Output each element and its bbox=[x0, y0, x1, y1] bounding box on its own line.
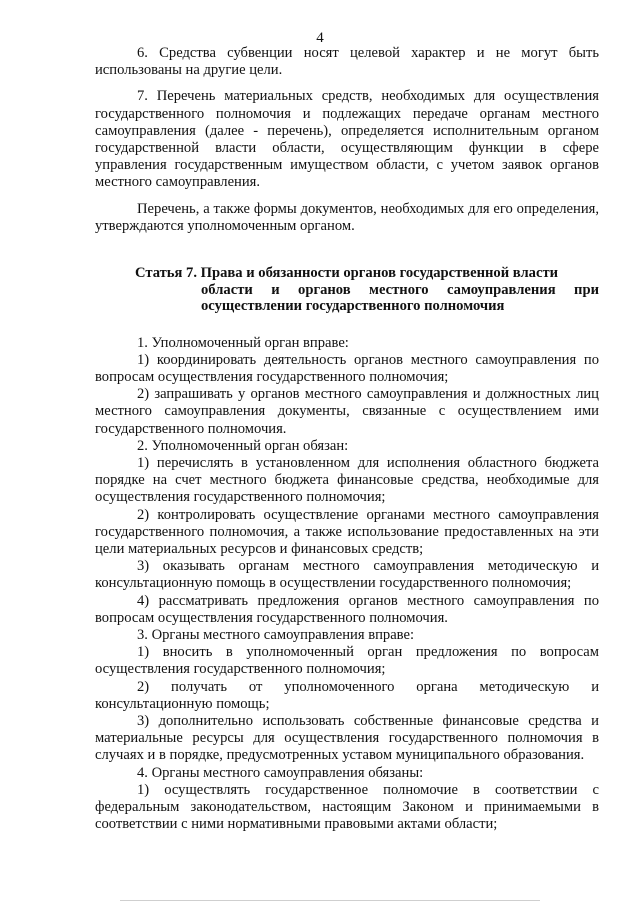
spacer bbox=[95, 315, 599, 335]
clause-2-item-1: 1) перечислять в установленном для исполнения областного бюджета порядке на счет местного бюджета финансовые средства, необходимые для осуществления государственного полномочия; bbox=[95, 454, 599, 506]
paragraph-list-approval: Перечень, а также формы документов, необходимых для его определения, утверждаются уполномоченным органом. bbox=[95, 200, 599, 234]
article-heading-line-1: Статья 7. Права и обязанности органов государственной власти bbox=[135, 265, 559, 282]
clause-3-item-3: 3) дополнительно использовать собственные финансовые средства и материальные ресурсы для осуществления государственного полномочия в случаях и в порядке, предусмотренных уставом муниципального образования. bbox=[95, 713, 599, 764]
paragraph-6: 6. Средства субвенции носят целевой характер и не могут быть использованы на другие цели. bbox=[95, 45, 599, 79]
clause-1: 1. Уполномоченный орган вправе: bbox=[137, 334, 349, 351]
article-heading-line-2: области и органов местного самоуправления при bbox=[201, 281, 599, 298]
clause-3-item-2: 2) получать от уполномоченного органа методическую и консультационную помощь; bbox=[95, 678, 599, 712]
page-number: 4 bbox=[316, 30, 324, 46]
spacer bbox=[95, 235, 599, 265]
clause-1-item-2: 2) запрашивать у органов местного самоуправления и должностных лиц местного самоуправления документы, связанные с осуществлением ими государственного полномочия. bbox=[95, 386, 599, 437]
clause-3-item-1: 1) вносить в уполномоченный орган предложения по вопросам осуществления государственного полномочия; bbox=[95, 644, 599, 678]
clause-4: 4. Органы местного самоуправления обязаны: bbox=[137, 764, 424, 781]
clause-2-item-3: 3) оказывать органам местного самоуправления методическую и консультационную помощь в осуществлении государственного полномочия; bbox=[95, 558, 599, 592]
clause-3: 3. Органы местного самоуправления вправе: bbox=[137, 626, 415, 643]
scan-edge-line bbox=[120, 900, 540, 901]
document-body bbox=[95, 45, 599, 833]
clause-2-item-4: 4) рассматривать предложения органов местного самоуправления по вопросам осуществления государственного полномочия. bbox=[95, 592, 599, 626]
spacer bbox=[95, 192, 599, 201]
article-heading-line-3: осуществлении государственного полномочия bbox=[201, 298, 505, 315]
paragraph-7: 7. Перечень материальных средств, необходимых для осуществления государственного полномочия и подлежащих передаче органам местного самоуправления (далее - перечень), определяется исполнительным органом государственной власти области, осуществляющим функции в сфере управления государственным имуществом области, с учетом заявок органов местного самоуправления. bbox=[95, 88, 599, 191]
clause-1-item-1: 1) координировать деятельность органов местного самоуправления по вопросам осуществления государственного полномочия; bbox=[95, 351, 599, 385]
spacer bbox=[95, 79, 599, 88]
clause-4-item-1: 1) осуществлять государственное полномочие в соответствии с федеральным законодательством, настоящим Законом и принимаемыми в соответствии с ними нормативными правовыми актами области; bbox=[95, 781, 599, 833]
article-7-heading bbox=[95, 265, 599, 315]
clause-2-item-2: 2) контролировать осуществление органами местного самоуправления государственного полномочия, а также использование предоставленных на эти цели материальных ресурсов и финансовых средств; bbox=[95, 506, 599, 557]
clause-2: 2. Уполномоченный орган обязан: bbox=[137, 437, 349, 454]
